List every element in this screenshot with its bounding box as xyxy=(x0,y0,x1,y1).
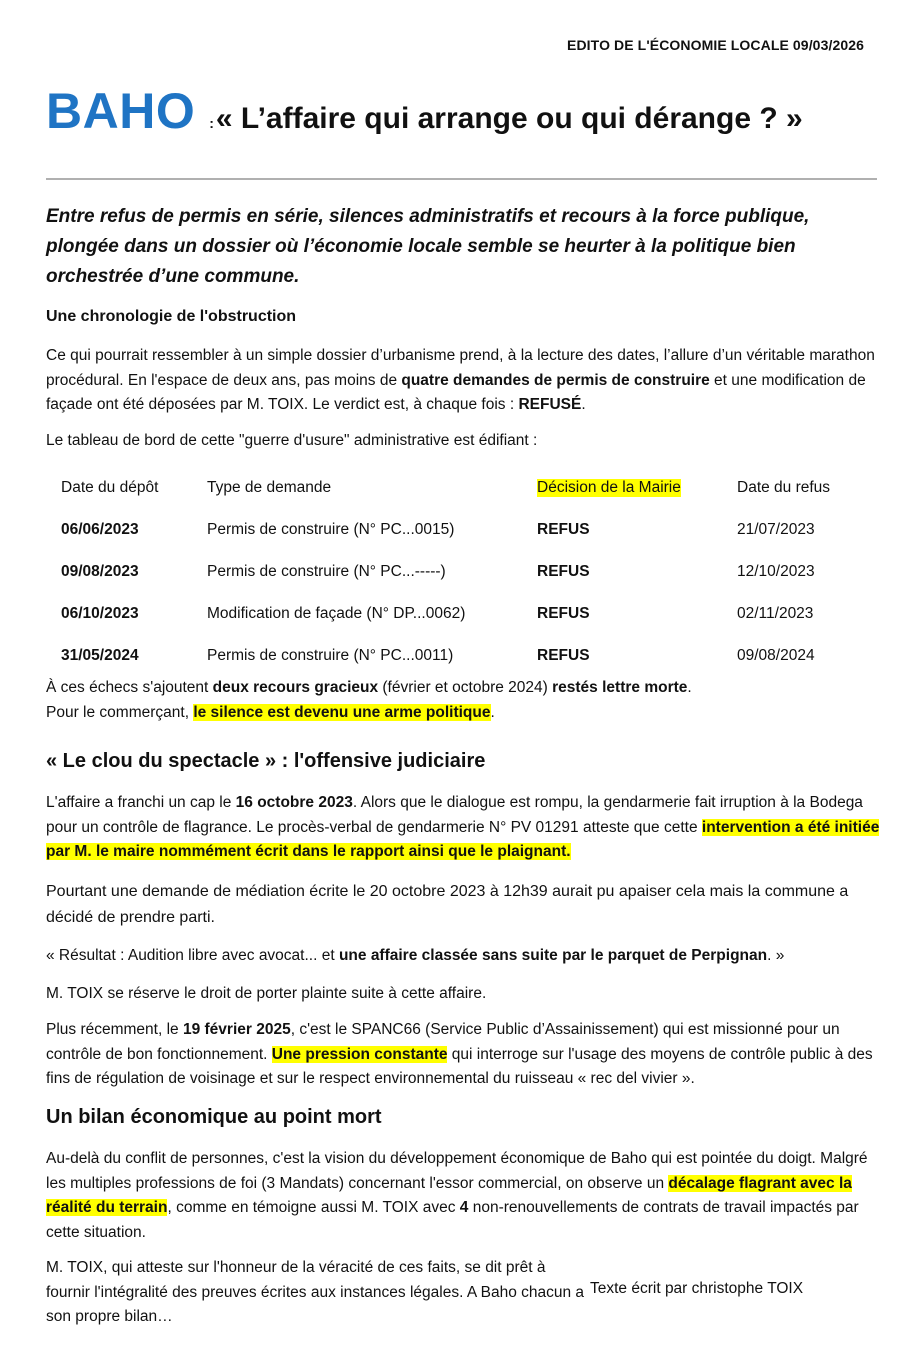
highlight-span: intervention a été initiée par M. le maire nommément écrit dans le rapport ainsi que le plaignant. xyxy=(46,818,880,860)
after-table-line-2 xyxy=(46,701,882,726)
bold-span: une affaire classée sans suite par le parquet de Perpignan xyxy=(338,947,768,964)
cell-type: Modification de façade (N° DP...0062) xyxy=(207,605,466,622)
table-row xyxy=(61,638,881,680)
title-separator: : xyxy=(209,115,214,131)
text-span: qui interroge sur l'usage des moyens de contrôle public à des fins de régulation de voisinage et sur le respect environnemental du ruisseau « rec del vivier ». xyxy=(46,1045,873,1087)
header-type: Type de demande xyxy=(207,479,332,496)
brand-title: BAHO xyxy=(46,83,196,139)
section-heading-judicial: « Le clou du spectacle » : l'offensive judiciaire xyxy=(46,750,486,772)
table-row xyxy=(61,554,881,596)
cell-date-depot: 06/10/2023 xyxy=(61,605,139,622)
cell-decision: REFUS xyxy=(537,563,590,580)
highlight-span: décalage flagrant avec la réalité du terrain xyxy=(46,1174,852,1216)
section-heading-chronology: Une chronologie de l'obstruction xyxy=(46,308,297,325)
text-span: . xyxy=(687,679,692,696)
text-span: L'affaire a franchi un cap le xyxy=(46,794,236,811)
highlight-span: Une pression constante xyxy=(271,1045,448,1063)
text-span: Plus récemment, le xyxy=(46,1021,183,1038)
lead-paragraph: Entre refus de permis en série, silences administratifs et recours à la force publique, plongée dans un dossier où l’économie locale semble se heurter à la politique bien orchestrée d’une commune. xyxy=(46,206,810,287)
cell-date-refus: 02/11/2023 xyxy=(737,605,814,622)
chronology-paragraph xyxy=(46,344,882,418)
signature: Texte écrit par christophe TOIX xyxy=(590,1280,804,1297)
cell-date-depot: 09/08/2023 xyxy=(61,563,139,580)
section-heading-economic: Un bilan économique au point mort xyxy=(46,1106,382,1128)
after-table-line-1 xyxy=(46,676,882,701)
text-span: À ces échecs s'ajoutent xyxy=(46,679,213,696)
cell-date-depot: 31/05/2024 xyxy=(61,647,139,664)
bold-span: quatre demandes de permis de construire xyxy=(401,371,710,389)
text-span: Pour le commerçant, xyxy=(46,703,194,721)
cell-type: Permis de construire (N° PC...0011) xyxy=(207,647,454,664)
judicial-paragraph-2: Pourtant une demande de médiation écrite le 20 octobre 2023 à 12h39 aurait pu apaiser cela mais la commune a décidé de prendre parti. xyxy=(46,883,849,926)
text-span: . » xyxy=(767,947,785,964)
text-span: non-renouvellements de contrats de travail impactés par cette situation. xyxy=(46,1199,859,1241)
bold-span: deux recours gracieux xyxy=(212,679,379,696)
table-row xyxy=(61,512,881,554)
economic-paragraph-2: M. TOIX, qui atteste sur l'honneur de la véracité de ces faits, se dit prêt à fournir l'intégralité des preuves écrites aux instances légales. A Baho chacun a son propre bilan… xyxy=(46,1259,585,1325)
text-span: . xyxy=(490,703,495,721)
horizontal-rule xyxy=(46,178,877,180)
cell-decision: REFUS xyxy=(537,647,590,664)
cell-decision: REFUS xyxy=(537,605,590,622)
bold-span: 4 xyxy=(459,1199,469,1216)
bold-span: REFUSÉ xyxy=(518,396,582,413)
cell-date-refus: 12/10/2023 xyxy=(737,563,815,580)
text-span: Au-delà du conflit de personnes, c'est la vision du développement économique de Baho qui est pointée du doigt. Malgré les multiples professions de foi (3 Mandats) concernant l'essor commercial, on observe un xyxy=(46,1150,868,1192)
highlight-span: le silence est devenu une arme politique xyxy=(193,703,491,721)
cell-type: Permis de construire (N° PC...0015) xyxy=(207,521,455,538)
header-decision: Décision de la Mairie xyxy=(537,479,681,496)
bold-span: 16 octobre 2023 xyxy=(235,794,353,811)
cell-date-refus: 21/07/2023 xyxy=(737,521,815,538)
header-date-refus: Date du refus xyxy=(737,479,831,496)
title-row xyxy=(46,82,803,140)
text-span: et une modification de façade ont été déposées par M. TOIX. Le verdict est, à chaque fois : xyxy=(46,371,866,413)
edition-label: EDITO DE L'ÉCONOMIE LOCALE 09/03/2026 xyxy=(567,37,864,53)
judicial-paragraph-3 xyxy=(46,944,882,969)
table-header-row xyxy=(61,470,881,512)
cell-decision: REFUS xyxy=(537,521,590,538)
after-table-paragraph xyxy=(46,676,882,725)
text-span: , c'est le SPANC66 (Service Public d’Assainissement) qui est missionné pour un contrôle de bon fonctionnement. xyxy=(46,1021,840,1063)
text-span: Ce qui pourrait ressembler à un simple dossier d’urbanisme prend, à la lecture des dates, l’allure d’un véritable marathon procédural. En l'espace de deux ans, pas moins de xyxy=(46,347,875,389)
economic-paragraph-1 xyxy=(46,1147,882,1245)
text-span: « Résultat : Audition libre avec avocat... et xyxy=(46,947,339,964)
headline: « L’affaire qui arrange ou qui dérange ? » xyxy=(215,102,803,135)
cell-date-depot: 06/06/2023 xyxy=(61,521,139,538)
dashboard-intro: Le tableau de bord de cette "guerre d'usure" administrative est édifiant : xyxy=(46,432,538,449)
judicial-paragraph-1 xyxy=(46,791,882,865)
text-span: , comme en témoigne aussi M. TOIX avec xyxy=(167,1199,460,1216)
text-span: (février et octobre 2024) xyxy=(378,679,553,696)
judicial-paragraph-5 xyxy=(46,1018,882,1092)
header-date-depot: Date du dépôt xyxy=(61,479,159,496)
bold-span: 19 février 2025 xyxy=(182,1021,291,1038)
cell-type: Permis de construire (N° PC...-----) xyxy=(207,563,446,580)
bold-span: restés lettre morte xyxy=(552,679,688,696)
permit-table xyxy=(61,470,881,680)
table-row xyxy=(61,596,881,638)
text-span: . Alors que le dialogue est rompu, la gendarmerie fait irruption à la Bodega pour un contrôle de flagrance. Le procès-verbal de gendarmerie N° PV 01291 atteste que cette xyxy=(46,794,863,836)
judicial-paragraph-4: M. TOIX se réserve le droit de porter plainte suite à cette affaire. xyxy=(46,985,487,1002)
text-span: . xyxy=(581,396,586,413)
cell-date-refus: 09/08/2024 xyxy=(737,647,815,664)
